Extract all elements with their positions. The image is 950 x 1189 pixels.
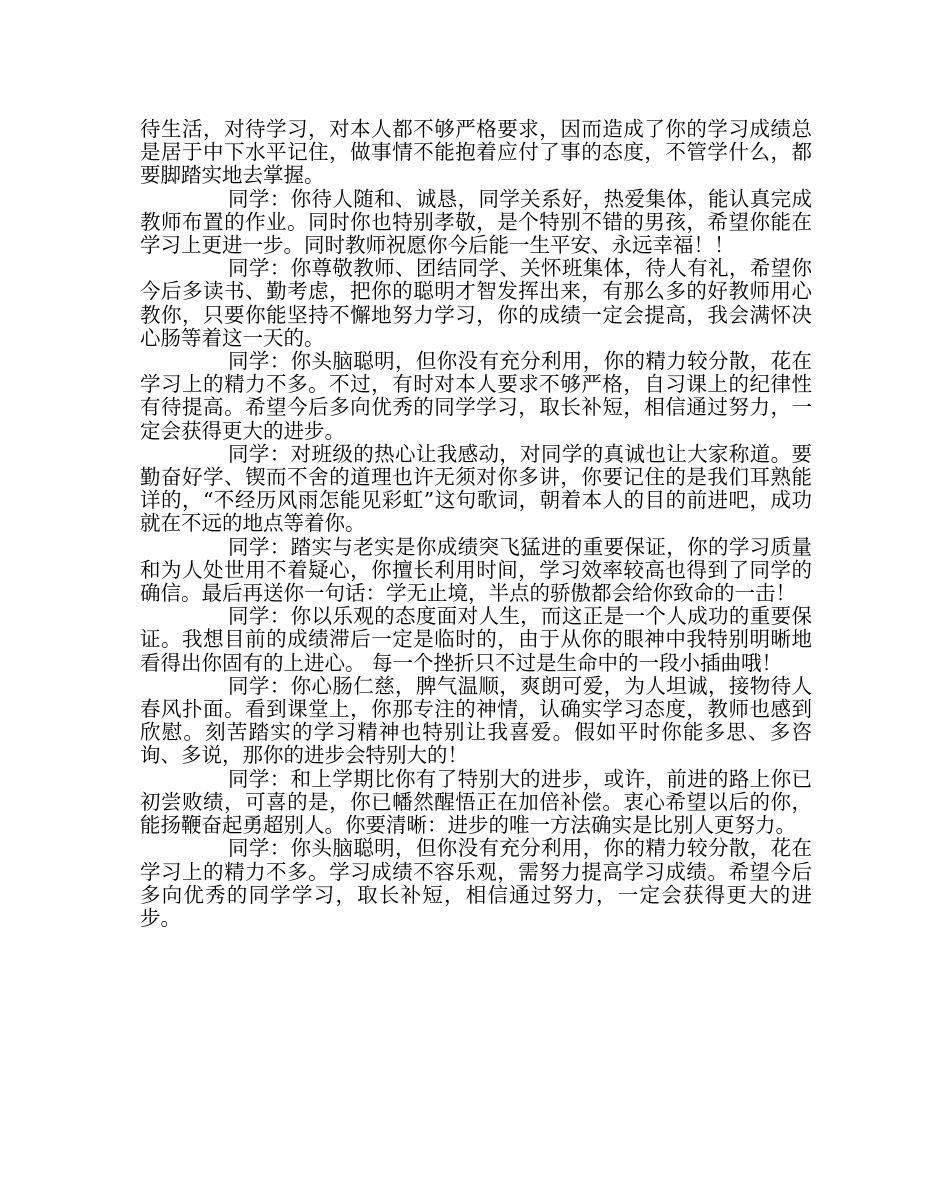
paragraph-8: 同学：你心肠仁慈，脾气温顺，爽朗可爱，为人坦诚，接物待人春风扑面。看到课堂上，你那专注的神情，认确实学习态度，教师也感到欣慰。刻苦踏实的学习精神也特别让我喜爱。假如平时你能多思、多咨询、多说，那你的进步会特别大的！ [140, 673, 812, 768]
paragraph-1: 待生活，对待学习，对本人都不够严格要求，因而造成了你的学习成绩总是居于中下水平记住，做事情不能抱着应付了事的态度，不管学什么，都要脚踏实地去掌握。 [140, 117, 812, 188]
paragraph-2: 同学：你待人随和、诚恳，同学关系好，热爱集体，能认真完成教师布置的作业。同时你也特别孝敬，是个特别不错的男孩，希望你能在学习上更进一步。同时教师祝愿你今后能一生平安、永远幸福！！ [140, 186, 812, 258]
paragraph-4: 同学：你头脑聪明，但你没有充分利用，你的精力较分散，花在学习上的精力不多。不过，有时对本人要求不够严格，自习课上的纪律性有待提高。希望今后多向优秀的同学学习，取长补短，相信通过努力，一定会获得更大的进步。 [140, 349, 812, 443]
paragraph-10: 同学：你头脑聪明，但你没有充分利用，你的精力较分散，花在学习上的精力不多。学习成绩不容乐观，需努力提高学习成绩。希望今后多向优秀的同学学习，取长补短，相信通过努力，一定会获得更大的进步。 [140, 836, 812, 930]
paragraph-7: 同学：你以乐观的态度面对人生，而这正是一个人成功的重要保证。我想目前的成绩滞后一定是临时的，由于从你的眼神中我特别明晰地看得出你固有的上进心。 每一个挫折只不过是生命中的一段小插曲哦！ [140, 604, 812, 675]
paragraph-6: 同学：踏实与老实是你成绩突飞猛进的重要保证，你的学习质量和为人处世用不着疑心，你擅长利用时间，学习效率较高也得到了同学的确信。最后再送你一句话：学无止境，半点的骄傲都会给你致命的一击！ [140, 534, 812, 606]
paragraph-9: 同学：和上学期比你有了特别大的进步，或许，前进的路上你已初尝败绩，可喜的是，你已幡然醒悟正在加倍补偿。衷心希望以后的你，能扬鞭奋起勇超别人。你要清晰：进步的唯一方法确实是比别人更努力。 [140, 766, 812, 838]
paragraph-5: 同学：对班级的热心让我感动，对同学的真诚也让大家称道。要勤奋好学、锲而不舍的道理也许无须对你多讲，你要记住的是我们耳熟能详的，“不经历风雨怎能见彩虹”这句歌词，朝着本人的目的前进吧，成功就在不远的地点等着你。 [140, 441, 812, 536]
paragraph-3: 同学：你尊敬教师、团结同学、关怀班集体，待人有礼，希望你今后多读书、勤考虑，把你的聪明才智发挥出来，有那么多的好教师用心教你，只要你能坚持不懈地努力学习，你的成绩一定会提高，我会满怀决心肠等着这一天的。 [140, 256, 812, 350]
document-body [140, 118, 812, 930]
